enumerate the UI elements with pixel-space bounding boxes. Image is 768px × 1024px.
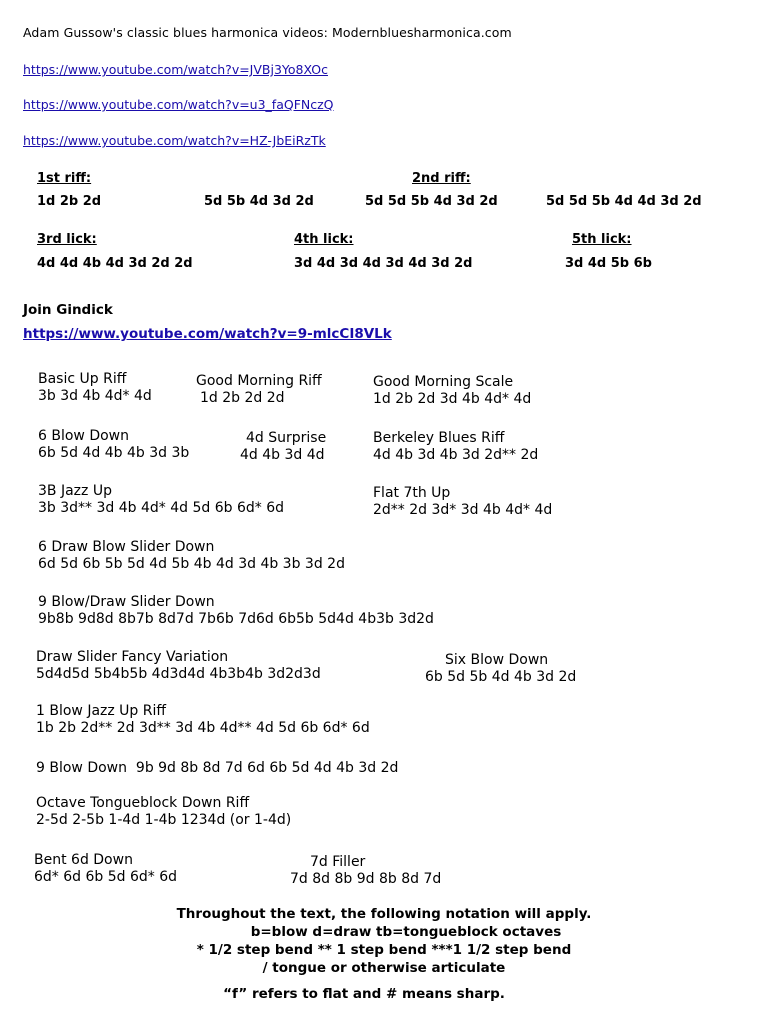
lesson-notes: 2-5d 2-5b 1-4d 1-4b 1234d (or 1-4d) (36, 812, 292, 828)
lesson-notes: 1d 2b 2d 3d 4b 4d* 4d (373, 391, 532, 407)
lesson-title: 9 Blow/Draw Slider Down (38, 594, 215, 610)
lesson-notes: 3b 3d** 3d 4b 4d* 4d 5d 6b 6d* 6d (38, 500, 284, 516)
lesson-notes: 6d* 6d 6b 5d 6d* 6d (34, 869, 178, 885)
video-link-1[interactable]: https://www.youtube.com/watch?v=JVBj3Yo8XOc (23, 62, 328, 77)
lesson-notes: 6b 5d 4d 4b 4b 3d 3b (38, 445, 190, 461)
gindick-link[interactable]: https://www.youtube.com/watch?v=9-mlcCI8VLk (23, 326, 392, 342)
lesson-title: 6 Draw Blow Slider Down (38, 539, 215, 555)
riff2-title: 2nd riff: (412, 171, 471, 186)
legend-abbreviations: b=blow d=draw tb=tongueblock octaves (250, 924, 562, 940)
lesson-title: Six Blow Down (445, 652, 549, 668)
lesson-7d-filler (290, 854, 441, 888)
lesson-title: Octave Tongueblock Down Riff (36, 795, 250, 811)
lesson-title: Draw Slider Fancy Variation (36, 649, 229, 665)
lesson-6-draw-blow-slider (38, 539, 345, 573)
riff2-notes-a: 5d 5d 5b 4d 3d 2d (365, 194, 498, 209)
lesson-9-blow-draw-slider (38, 594, 434, 628)
riff1-notes-b: 5d 5b 4d 3d 2d (204, 194, 314, 209)
video-link-2[interactable]: https://www.youtube.com/watch?v=u3_faQFNczQ (23, 97, 334, 112)
intro-text: Adam Gussow's classic blues harmonica videos: Modernbluesharmonica.com (23, 25, 512, 40)
lesson-title: Flat 7th Up (373, 485, 451, 501)
lesson-basic-up-riff (38, 371, 152, 405)
lesson-title: 4d Surprise (246, 430, 327, 446)
lick4-notes: 3d 4d 3d 4d 3d 4d 3d 2d (294, 256, 473, 271)
legend-intro: Throughout the text, the following notation will apply. (176, 906, 592, 922)
lesson-notes: 3b 3d 4b 4d* 4d (38, 388, 152, 404)
lesson-notes: 6b 5d 5b 4d 4b 3d 2d (425, 669, 577, 685)
riff1-title: 1st riff: (37, 171, 92, 186)
lesson-six-blow-down (425, 652, 576, 686)
lesson-title: 7d Filler (310, 854, 366, 870)
lesson-title: 3B Jazz Up (38, 483, 112, 499)
lick5-notes: 3d 4d 5b 6b (565, 256, 652, 271)
lesson-bent-6d-down (34, 852, 177, 886)
lesson-notes: 6d 5d 6b 5b 5d 4d 5b 4b 4d 3d 4b 3b 3d 2d (38, 556, 345, 572)
video-link-3[interactable]: https://www.youtube.com/watch?v=HZ-JbEiRzTk (23, 133, 326, 148)
lesson-notes: 5d4d5d 5b4b5b 4d3d4d 4b3b4b 3d2d3d (36, 666, 321, 682)
lesson-good-morning-scale (373, 374, 531, 408)
lesson-title: 6 Blow Down (38, 428, 129, 444)
lesson-notes: 1d 2b 2d 2d (200, 390, 285, 406)
legend-bends: * 1/2 step bend ** 1 step bend ***1 1/2 step bend (196, 942, 572, 958)
lesson-flat-7th-up (373, 485, 552, 519)
lesson-berkeley-blues-riff (373, 430, 538, 464)
lesson-title: 9 Blow Down (36, 760, 127, 776)
lesson-notes: 1b 2b 2d** 2d 3d** 3d 4b 4d** 4d 5d 6b 6d* 6d (36, 720, 370, 736)
riff1-notes-a: 1d 2b 2d (37, 194, 102, 209)
lesson-draw-slider-fancy (36, 649, 321, 683)
lesson-good-morning-riff (196, 373, 322, 407)
lesson-notes: 4d 4b 3d 4d (240, 447, 325, 463)
lick3-title: 3rd lick: (37, 232, 97, 247)
lesson-title: Bent 6d Down (34, 852, 133, 868)
lesson-title: Berkeley Blues Riff (373, 430, 505, 446)
lesson-title: 1 Blow Jazz Up Riff (36, 703, 167, 719)
lesson-title: Basic Up Riff (38, 371, 127, 387)
legend-articulation: / tongue or otherwise articulate (262, 960, 506, 976)
riff2-notes-b: 5d 5d 5b 4d 4d 3d 2d (546, 194, 702, 209)
lesson-6-blow-down (38, 428, 189, 462)
lesson-notes: 2d** 2d 3d* 3d 4b 4d* 4d (373, 502, 553, 518)
lesson-title: Good Morning Scale (373, 374, 514, 390)
legend-flat-sharp: “f” refers to flat and # means sharp. (223, 986, 505, 1002)
lesson-title: Good Morning Riff (196, 373, 322, 389)
lesson-octave-tongueblock (36, 795, 291, 829)
lesson-4d-surprise (240, 430, 326, 464)
lick3-notes: 4d 4d 4b 4d 3d 2d 2d (37, 256, 193, 271)
lesson-notes: 9b8b 9d8d 8b7b 8d7d 7b6b 7d6d 6b5b 5d4d 4b3b 3d2d (38, 611, 434, 627)
lesson-notes: 9b 9d 8b 8d 7d 6d 6b 5d 4d 4b 3d 2d (135, 760, 399, 776)
lesson-notes: 4d 4b 3d 4b 3d 2d** 2d (373, 447, 539, 463)
lesson-1-blow-jazz-up (36, 703, 370, 737)
lesson-notes: 7d 8d 8b 9d 8b 8d 7d (290, 871, 442, 887)
lick4-title: 4th lick: (294, 232, 354, 247)
lesson-9-blow-down (36, 760, 398, 777)
lesson-3b-jazz-up (38, 483, 284, 517)
gindick-title: Join Gindick (23, 302, 113, 318)
lick5-title: 5th lick: (572, 232, 632, 247)
